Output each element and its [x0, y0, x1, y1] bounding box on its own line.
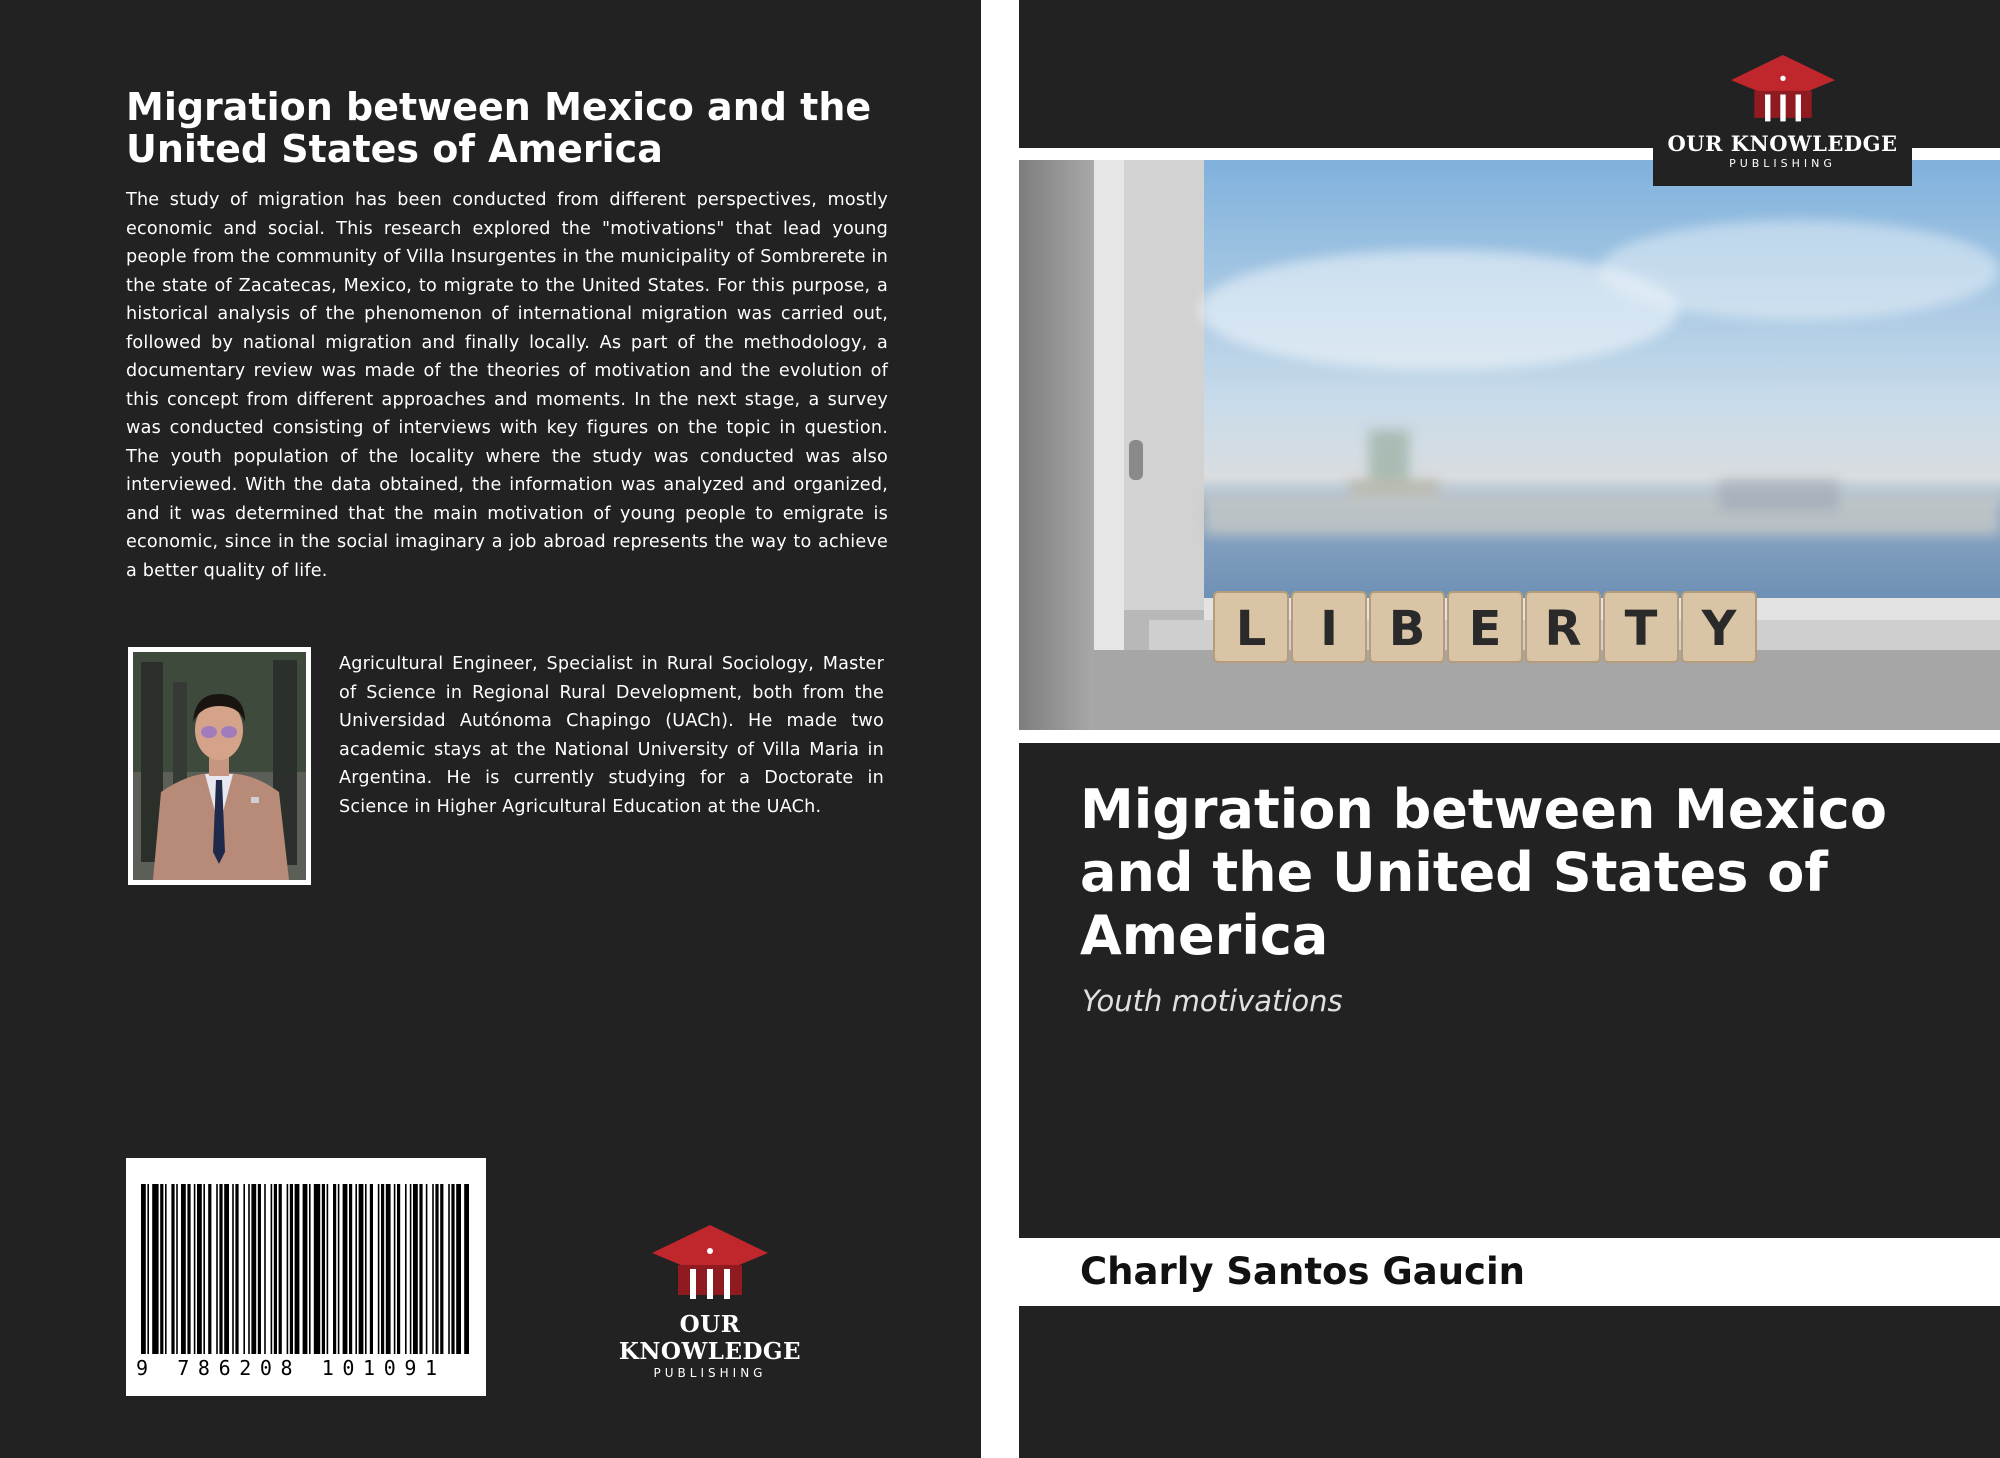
isbn-barcode — [126, 1158, 486, 1396]
isbn-digits: 9 786208 101091 — [136, 1356, 446, 1380]
barcode-bar — [248, 1184, 250, 1354]
barcode-bar — [251, 1184, 256, 1354]
barcode-bar — [397, 1184, 400, 1354]
barcode-bar — [274, 1184, 277, 1354]
barcode-bar — [264, 1184, 266, 1354]
barcode-bar — [365, 1184, 367, 1354]
barcode-bar — [235, 1184, 238, 1354]
barcode-bar — [197, 1184, 202, 1354]
barcode-bar — [456, 1184, 461, 1354]
back-cover — [0, 0, 981, 1458]
publisher-sub: PUBLISHING — [1729, 157, 1836, 170]
letter-block-label: Y — [1701, 601, 1737, 657]
barcode-bar — [216, 1184, 218, 1354]
barcode-bar — [448, 1184, 450, 1354]
barcode-bar — [152, 1184, 158, 1354]
barcode-bar — [208, 1184, 211, 1354]
letter-block-label: T — [1624, 601, 1658, 657]
letter-block-label: L — [1235, 601, 1267, 657]
barcode-bar — [381, 1184, 384, 1354]
barcode-bar — [232, 1184, 234, 1354]
barcode-bar — [219, 1184, 222, 1354]
publisher-logo-front — [1653, 0, 1912, 186]
barcode-bar — [327, 1184, 329, 1354]
barcode-bar — [243, 1184, 245, 1354]
barcode-bar — [359, 1184, 364, 1354]
barcode-bar — [419, 1184, 422, 1354]
barcode-bar — [370, 1184, 373, 1354]
barcode-bar — [322, 1184, 325, 1354]
barcode-bar — [187, 1184, 190, 1354]
barcode-bar — [410, 1184, 412, 1354]
barcode-bar — [394, 1184, 396, 1354]
mortarboard-icon — [650, 1225, 770, 1303]
barcode-bar — [386, 1184, 391, 1354]
barcode-bar — [338, 1184, 340, 1354]
front-cover-subtitle: Youth motivations — [1082, 984, 1343, 1018]
author-photo — [128, 647, 311, 885]
barcode-bar — [303, 1184, 308, 1354]
barcode-bar — [271, 1184, 273, 1354]
barcode-bar — [432, 1184, 434, 1354]
barcode-bar — [203, 1184, 205, 1354]
barcode-bar — [343, 1184, 348, 1354]
barcode-bar — [426, 1184, 428, 1354]
publisher-name: OUR KNOWLEDGE — [1667, 131, 1898, 156]
letter-block-label: R — [1544, 601, 1582, 657]
barcode-bar — [314, 1184, 320, 1354]
front-cover-bottom-band — [1019, 1306, 2000, 1458]
letter-block-label: E — [1468, 601, 1502, 657]
barcode-bar — [147, 1184, 149, 1354]
barcode-bar — [258, 1184, 261, 1354]
barcode-bar — [349, 1184, 352, 1354]
barcode-bar — [355, 1184, 357, 1354]
back-cover-title: Migration between Mexico and the United States of America — [126, 85, 872, 171]
publisher-sub: PUBLISHING — [653, 1366, 767, 1380]
barcode-bar — [290, 1184, 293, 1354]
barcode-bar — [165, 1184, 167, 1354]
letter-block-label: B — [1388, 601, 1426, 657]
barcode-bar — [405, 1184, 407, 1354]
barcode-bar — [333, 1184, 336, 1354]
barcode-bar — [435, 1184, 438, 1354]
barcode-bar — [171, 1184, 174, 1354]
barcode-bar — [440, 1184, 443, 1354]
barcode-bar — [287, 1184, 289, 1354]
barcode-bar — [295, 1184, 300, 1354]
barcode-bar — [181, 1184, 186, 1354]
cover-photo-liberty-window — [1019, 160, 2000, 730]
barcode-bar — [413, 1184, 418, 1354]
barcode-bar — [464, 1184, 469, 1354]
letter-block-label: I — [1320, 601, 1338, 657]
publisher-name: OUR KNOWLEDGE — [618, 1311, 802, 1365]
back-cover-blurb: The study of migration has been conducted from different perspectives, mostly economic and social. This research explored the "motivations" that lead young people from the community of Villa Insurgentes in the municipality of Sombrerete in the state of Zacatecas, Mexico, to migrate to the United States. For this purpose, a historical analysis of the phenomenon of international migration was carried out, followed by national migration and finally locally. As part of the methodology, a documentary review was made of the theories of motivation and the evolution of this concept from different approaches and moments. In the next stage, a survey was conducted consisting of interviews with key figures on the topic in question. The youth population of the locality where the study was conducted was also interviewed. With the data obtained, the information was analyzed and organized, and it was determined that the main motivation of young people to emigrate is economic, since in the social imaginary a job abroad represents the way to achieve a better quality of life. — [126, 190, 888, 581]
author-name: Charly Santos Gaucin — [1080, 1250, 1525, 1293]
publisher-logo-back — [585, 1225, 835, 1380]
barcode-bar — [224, 1184, 229, 1354]
barcode-bar — [279, 1184, 282, 1354]
barcode-bar — [141, 1184, 146, 1354]
barcode-bar — [194, 1184, 196, 1354]
barcode-bar — [451, 1184, 454, 1354]
mortarboard-icon — [1728, 55, 1838, 125]
barcode-bar — [176, 1184, 178, 1354]
barcode-bar — [378, 1184, 380, 1354]
barcode-bar — [160, 1184, 163, 1354]
barcode-bar — [309, 1184, 311, 1354]
author-bio: Agricultural Engineer, Specialist in Rural Sociology, Master of Science in Regional Rural Development, both from the Universidad Autónoma Chapingo (UACh). He made two academic stays at the National University of Villa Maria in Argentina. He is currently studying for a Doctorate in Science in Higher Agricultural Education at the UACh. — [339, 654, 884, 817]
front-cover-title: Migration between Mexico and the United States of America — [1080, 778, 1887, 967]
